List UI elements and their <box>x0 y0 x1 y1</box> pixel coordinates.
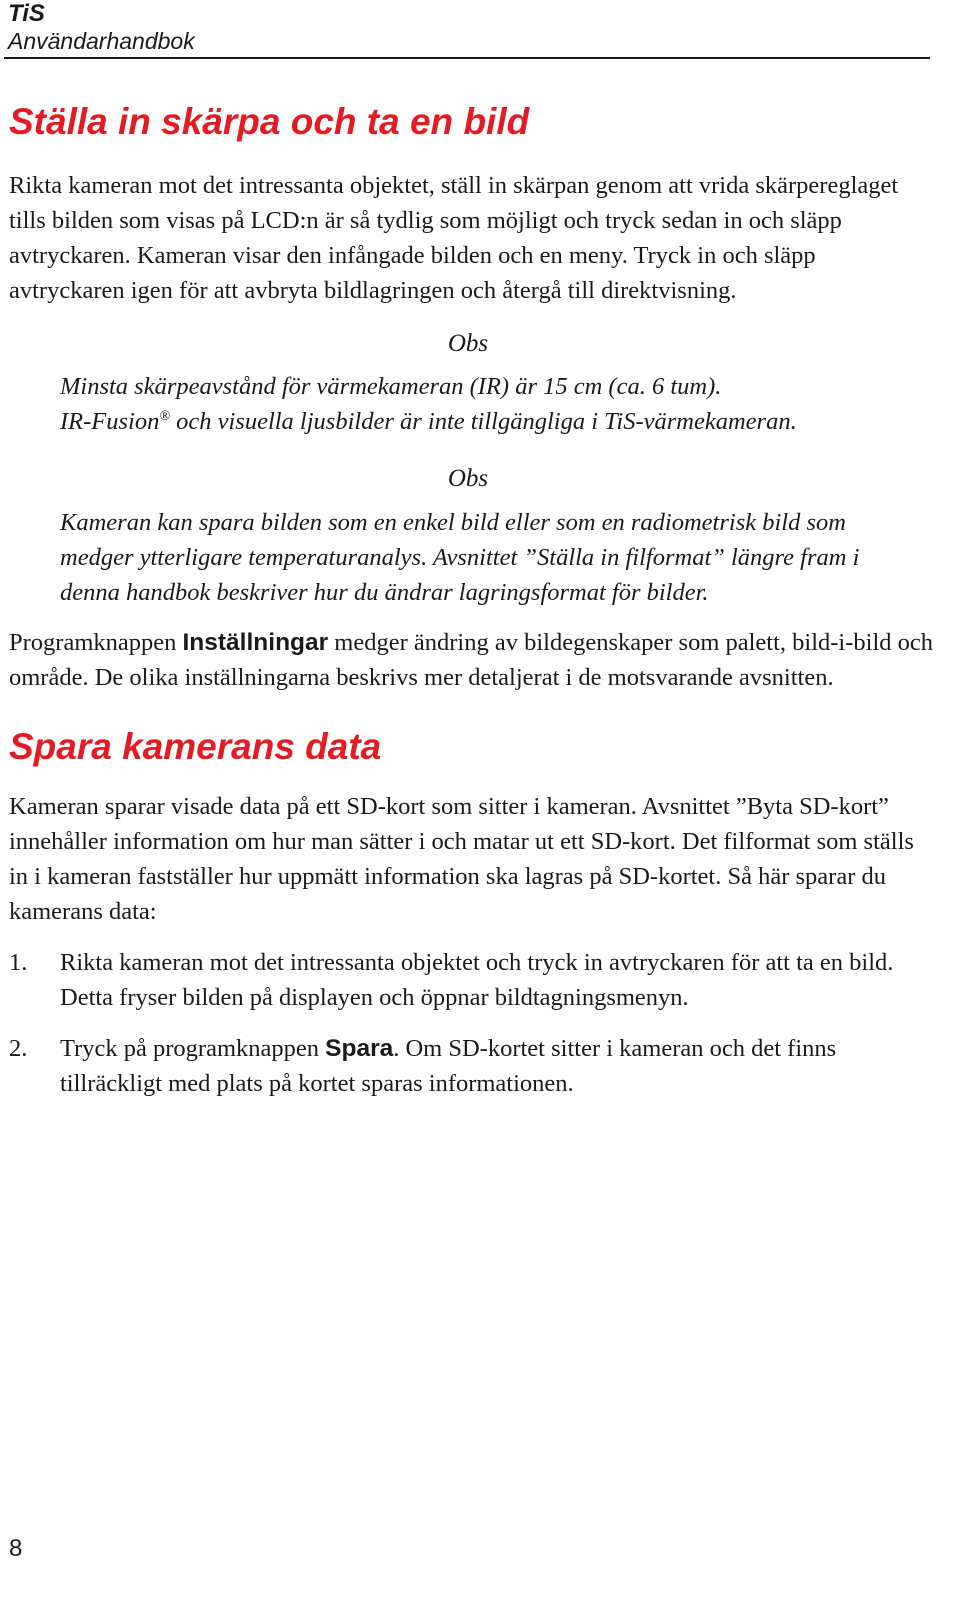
step-2-text-after: . Om SD-kortet sitter i kameran och det finns tillräckligt med plats på kortet sparas informationen. <box>60 1035 837 1097</box>
note-box-1 <box>60 328 880 439</box>
note-label-1: Obs <box>447 330 489 357</box>
note-2-text: Kameran kan spara bilden som en enkel bild eller som en radiometrisk bild som medger ytterligare temperaturanalys. Avsnittet ”Ställa in filformat” längre fram i denna handbok beskriver hur du ändrar lagringsformat för bilder. <box>60 509 860 606</box>
settings-text-before: Programknappen <box>9 629 183 656</box>
step-1-text: Rikta kameran mot det intressanta objektet och tryck in avtryckaren för att ta en bild. Detta fryser bilden på displayen och öppnar bildtagningsmenyn. <box>60 949 894 1011</box>
save-intro-paragraph: Kameran sparar visade data på ett SD-kort som sitter i kameran. Avsnittet ”Byta SD-kort” innehåller information om hur man sätter i och matar ut ett SD-kort. Det filformat som ställs in i kameran fastställer hur uppmätt information ska lagras på SD-kortet. Så här sparar du kamerans data: <box>9 793 914 925</box>
page-header <box>8 0 930 54</box>
settings-keyword: Inställningar <box>182 629 329 656</box>
header-rule <box>4 57 930 59</box>
step-2-number: 2. <box>9 1035 28 1062</box>
note-box-2 <box>60 463 880 610</box>
step-2-keyword: Spara <box>325 1035 394 1062</box>
section-title-focus: Ställa in skärpa och ta en bild <box>9 101 530 142</box>
note-1-line-2 <box>60 404 880 439</box>
note-1-line-1: Minsta skärpeavstånd för värmekameran (IR) är 15 cm (ca. 6 tum). <box>60 373 722 400</box>
ir-fusion-text: IR-Fusion <box>60 408 160 435</box>
step-1 <box>9 945 934 1015</box>
step-2-text-before: Tryck på programknappen <box>60 1035 326 1062</box>
step-1-number: 1. <box>9 949 28 976</box>
page-number: 8 <box>9 1535 23 1562</box>
page-content <box>9 100 934 1101</box>
save-steps-list <box>9 945 934 1101</box>
step-2 <box>9 1031 934 1101</box>
settings-paragraph <box>9 625 934 695</box>
section-title-save: Spara kamerans data <box>9 726 382 767</box>
note-1-line-2-rest: och visuella ljusbilder är inte tillgängliga i TiS-värmekameran. <box>169 408 797 435</box>
settings-text-after: medger ändring av bildegenskaper som palett, bild-i-bild och område. De olika inställningarna beskrivs mer detaljerat i de motsvarande avsnitten. <box>9 629 934 691</box>
header-subtitle: Användarhandbok <box>8 28 195 54</box>
registered-mark: ® <box>159 408 170 424</box>
header-brand: TiS <box>8 0 45 27</box>
note-label-2: Obs <box>447 465 489 492</box>
focus-intro-paragraph: Rikta kameran mot det intressanta objektet, ställ in skärpan genom att vrida skärpereglaget tills bilden som visas på LCD:n är så tydlig som möjligt och tryck sedan in och släpp avtryckaren. Kameran visar den infångade bilden och en meny. Tryck in och släpp avtryckaren igen för att avbryta bildlagringen och återgå till direktvisning. <box>9 172 899 304</box>
